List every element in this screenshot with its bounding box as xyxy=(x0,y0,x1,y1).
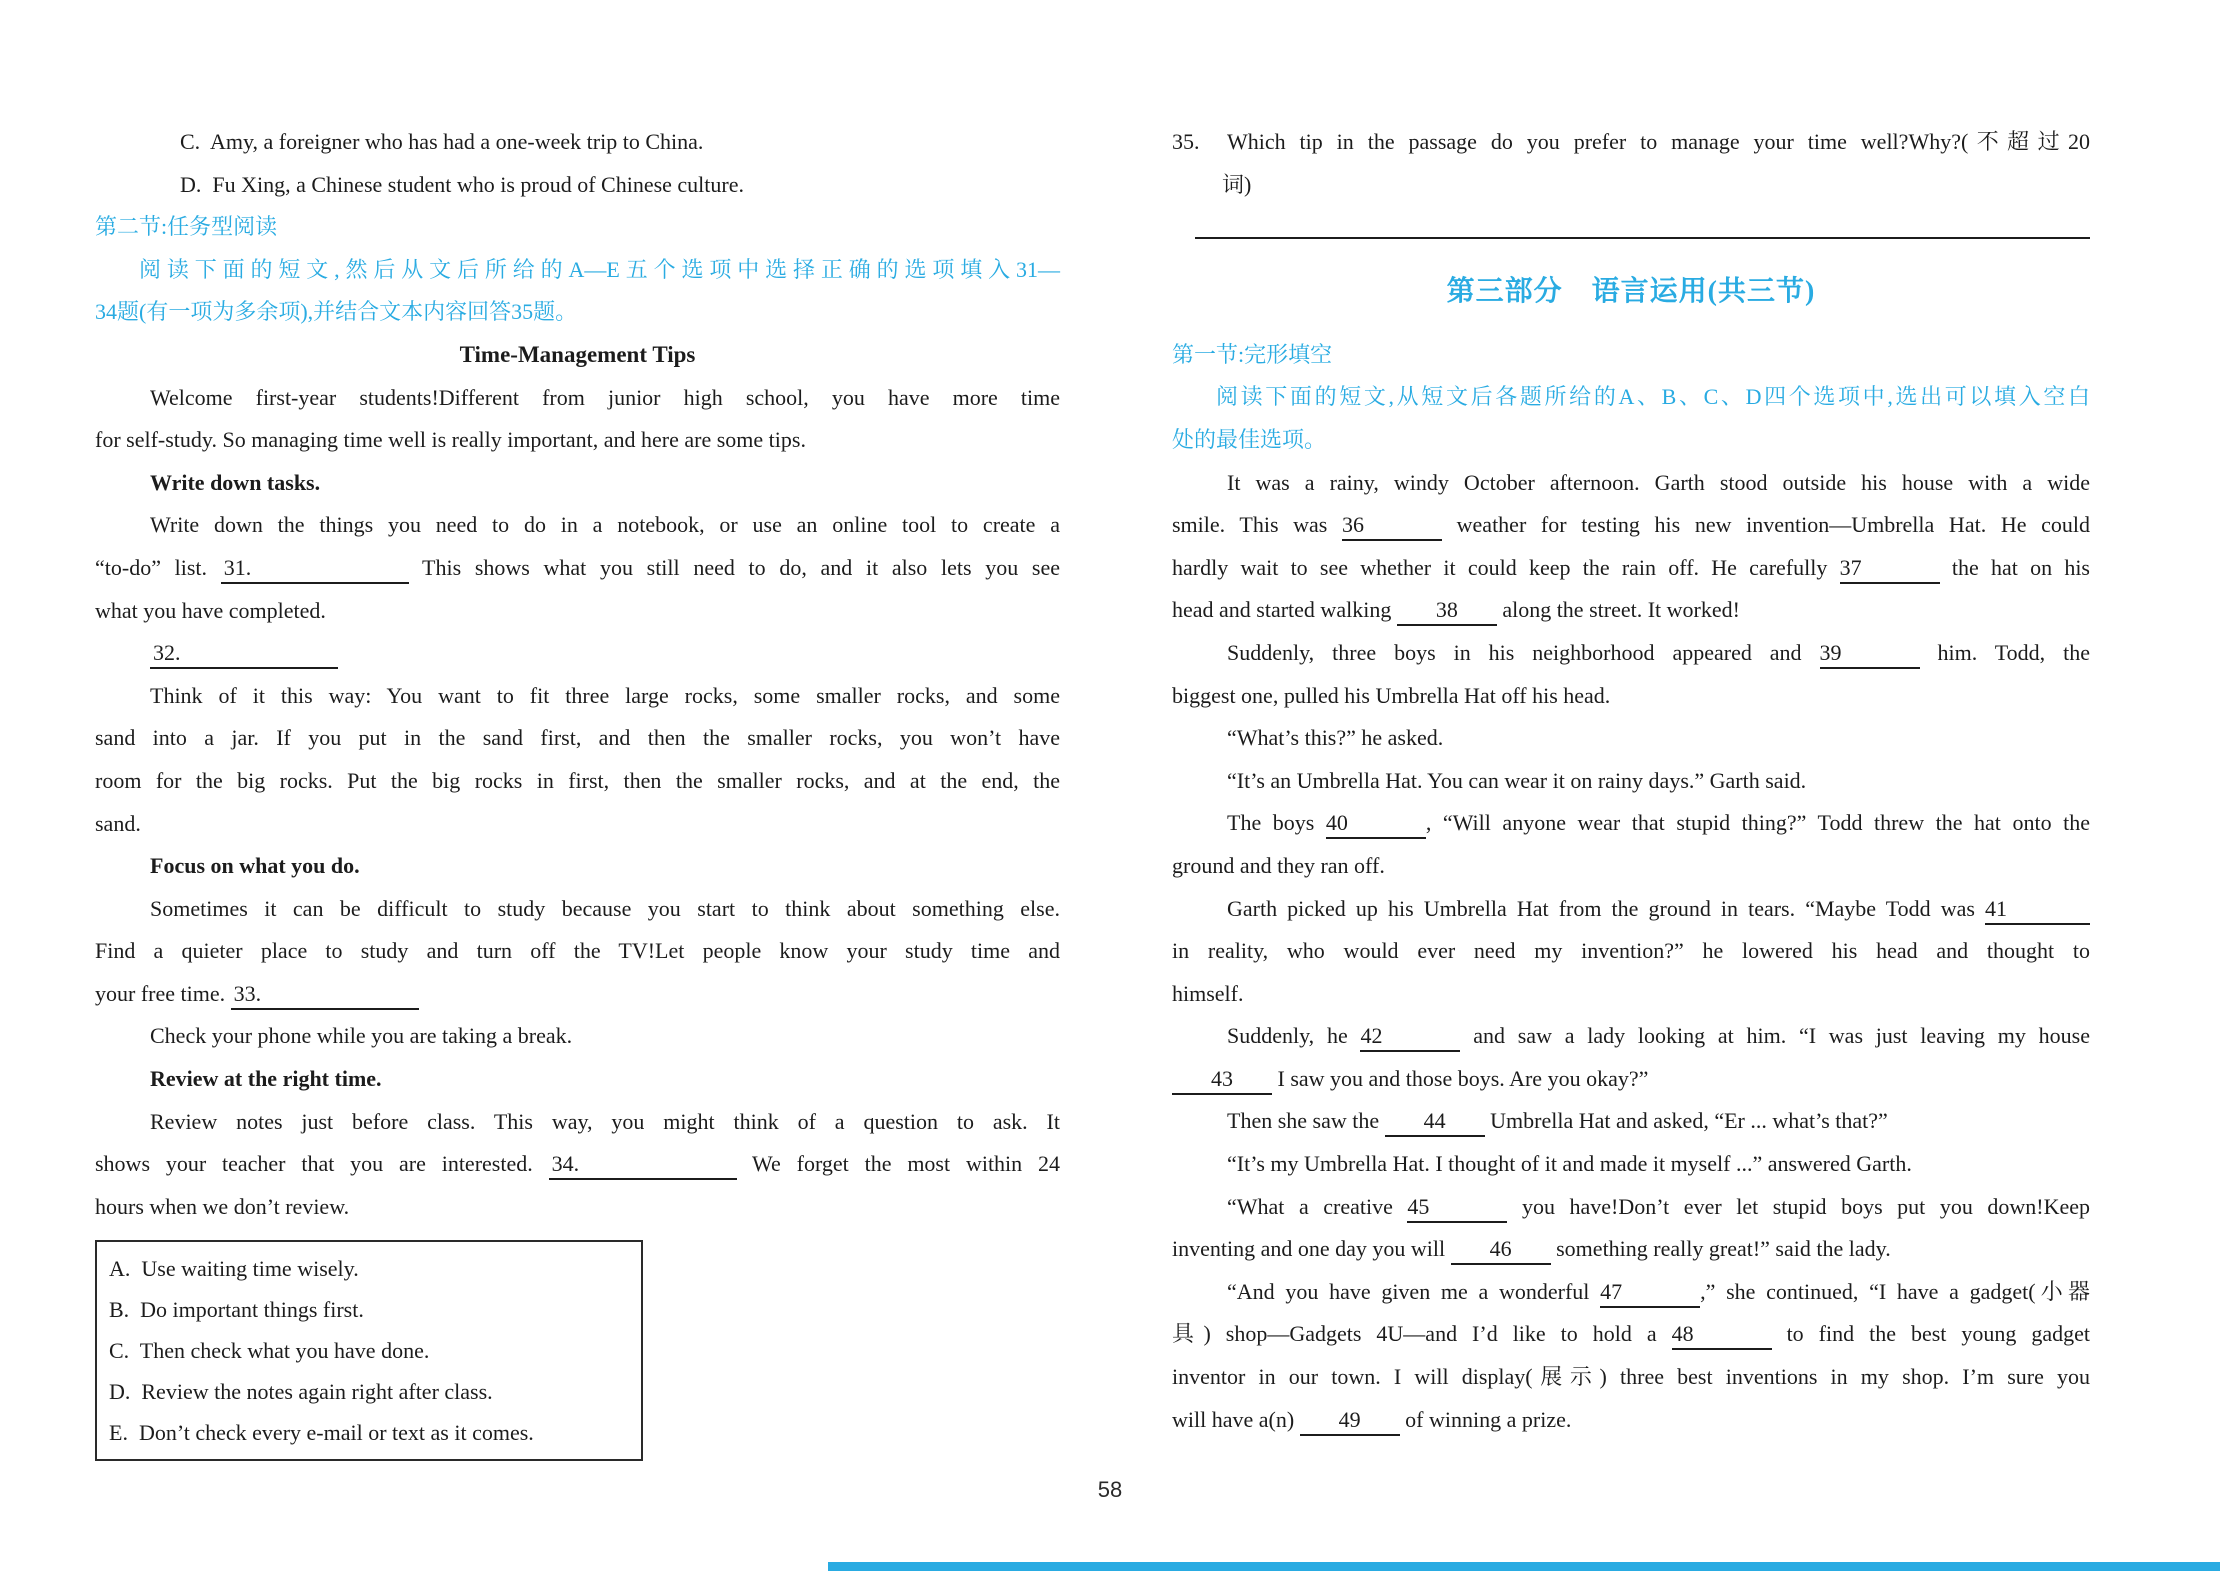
option-c-line: C. Amy, a foreigner who has had a one-week trip to China. xyxy=(180,129,704,154)
cloze-blank-36: 36 xyxy=(1342,512,1442,541)
cloze-line: 43 I saw you and those boys. Are you okay?” xyxy=(1172,1058,2090,1101)
section2-header: 第二节:任务型阅读 xyxy=(95,214,278,240)
cloze-line: “And you have given me a wonderful 47 ,” she continued, “I have a gadget(小器 xyxy=(1172,1271,2090,1314)
right-column xyxy=(1172,121,2090,1441)
box-option-a: A. Use waiting time wisely. xyxy=(109,1256,359,1282)
cloze-line: It was a rainy, windy October afternoon. Garth stood outside his house with a wide xyxy=(1227,469,2090,495)
box-option-c: C. Then check what you have done. xyxy=(109,1338,430,1364)
cloze-blank-31: 31. xyxy=(221,555,409,584)
cloze-line: smile. This was 36 weather for testing his new invention—Umbrella Hat. He could xyxy=(1172,504,2090,547)
passage-line: sand into a jar. If you put in the sand first, and then the smaller rocks, you won’t have xyxy=(95,725,1060,751)
cloze-blank-32: 32. xyxy=(150,640,338,669)
cloze-blank-44: 44 xyxy=(1385,1108,1485,1137)
cloze-blank-34: 34. xyxy=(549,1151,737,1180)
left-column xyxy=(95,121,1060,1461)
cloze-line: Then she saw the 44 Umbrella Hat and asked, “Er ... what’s that?” xyxy=(1172,1100,2090,1143)
cloze-blank-48: 48 xyxy=(1672,1321,1772,1350)
passage-line: for self-study. So managing time well is really important, and here are some tips. xyxy=(95,427,806,453)
box-option-d: D. Review the notes again right after class. xyxy=(109,1379,493,1405)
passage-subheading: Review at the right time. xyxy=(150,1066,382,1092)
cloze-line: himself. xyxy=(1172,980,1244,1006)
cloze-blank-45: 45 xyxy=(1407,1194,1507,1223)
cloze-blank-38: 38 xyxy=(1397,597,1497,626)
cloze-line: inventor in our town. I will display(展示) three best inventions in my shop. I’m sure you xyxy=(1172,1364,2090,1390)
cloze-line: head and started walking 38 along the street. It worked! xyxy=(1172,589,2090,632)
passage-line: shows your teacher that you are interested. 34. We forget the most within 24 xyxy=(95,1143,1060,1186)
passage-line xyxy=(95,632,1060,675)
passage-line: what you have completed. xyxy=(95,597,326,623)
cloze-line: 具) shop—Gadgets 4U—and I’d like to hold a 48 to find the best young gadget xyxy=(1172,1313,2090,1356)
cloze-line: “What’s this?” he asked. xyxy=(1227,725,1444,751)
cloze-blank-41: 41 xyxy=(1985,896,2090,925)
answer-line-35 xyxy=(1172,206,2090,249)
passage-title: Time-Management Tips xyxy=(459,341,696,367)
passage-line: Write down the things you need to do in a notebook, or use an online tool to create a xyxy=(150,512,1060,538)
passage-subheading: Focus on what you do. xyxy=(150,853,360,879)
cloze-line: Suddenly, he 42 and saw a lady looking at him. “I was just leaving my house xyxy=(1172,1015,2090,1058)
footer-accent-bar xyxy=(828,1562,2220,1571)
part3-header: 第三部分 语言运用(共三节) xyxy=(1446,275,1816,307)
cloze-line: The boys 40 , “Will anyone wear that stupid thing?” Todd threw the hat onto the xyxy=(1172,802,2090,845)
cloze-line: “It’s an Umbrella Hat. You can wear it on rainy days.” Garth said. xyxy=(1227,767,1807,793)
passage-line: Find a quieter place to study and turn off the TV!Let people know your study time and xyxy=(95,938,1060,964)
cloze-line: in reality, who would ever need my invention?” he lowered his head and thought to xyxy=(1172,938,2090,964)
question-35-line: 35. Which tip in the passage do you prefer to manage your time well?Why?(不超过20 xyxy=(1172,129,2090,154)
cloze-blank-33: 33. xyxy=(231,981,419,1010)
option-d-line: D. Fu Xing, a Chinese student who is proud of Chinese culture. xyxy=(180,171,744,197)
passage-line: Check your phone while you are taking a break. xyxy=(150,1023,573,1049)
cloze-blank-46: 46 xyxy=(1451,1236,1551,1265)
passage-subheading: Write down tasks. xyxy=(150,469,321,495)
cloze-line: ground and they ran off. xyxy=(1172,852,1385,878)
cloze-line: Garth picked up his Umbrella Hat from the ground in tears. “Maybe Todd was 41 xyxy=(1172,888,2090,931)
section1-instruction-line: 阅读下面的短文,从短文后各题所给的A、B、C、D四个选项中,选出可以填入空白 xyxy=(1216,384,2090,410)
passage-line: “to-do” list. 31. This shows what you still need to do, and it also lets you see xyxy=(95,547,1060,590)
cloze-blank-49: 49 xyxy=(1300,1407,1400,1436)
cloze-line: hardly wait to see whether it could keep the rain off. He carefully 37 the hat on his xyxy=(1172,547,2090,590)
cloze-blank-47: 47 xyxy=(1600,1279,1700,1308)
passage-line: room for the big rocks. Put the big rocks in first, then the smaller rocks, and at the end, the xyxy=(95,767,1060,793)
cloze-line: biggest one, pulled his Umbrella Hat off his head. xyxy=(1172,682,1611,708)
section1-instruction-line: 处的最佳选项。 xyxy=(1172,426,1327,452)
cloze-blank-42: 42 xyxy=(1360,1023,1460,1052)
cloze-line: will have a(n) 49 of winning a prize. xyxy=(1172,1399,2090,1442)
cloze-line: Suddenly, three boys in his neighborhood appeared and 39 him. Todd, the xyxy=(1172,632,2090,675)
section1-header: 第一节:完形填空 xyxy=(1172,341,1333,367)
cloze-blank-37: 37 xyxy=(1840,555,1940,584)
cloze-blank-39: 39 xyxy=(1820,640,1920,669)
options-box xyxy=(95,1240,643,1461)
passage-line: your free time. 33. xyxy=(95,973,1060,1016)
passage-line: sand. xyxy=(95,810,141,836)
question-35-line: 词) xyxy=(1222,171,1252,197)
passage-line: Welcome first-year students!Different from junior high school, you have more time xyxy=(150,384,1060,410)
passage-line: Review notes just before class. This way, you might think of a question to ask. It xyxy=(150,1108,1060,1134)
passage-line: Think of it this way: You want to fit three large rocks, some smaller rocks, and some xyxy=(150,682,1060,708)
passage-line: hours when we don’t review. xyxy=(95,1193,350,1219)
section2-instruction-line: 34题(有一项为多余项),并结合文本内容回答35题。 xyxy=(95,299,578,325)
passage-line: Sometimes it can be difficult to study because you start to think about something else. xyxy=(150,895,1060,921)
cloze-line: “What a creative 45 you have!Don’t ever let stupid boys put you down!Keep xyxy=(1172,1186,2090,1229)
cloze-line: “It’s my Umbrella Hat. I thought of it and made it myself ...” answered Garth. xyxy=(1227,1151,1912,1177)
box-option-e: E. Don’t check every e-mail or text as it comes. xyxy=(109,1420,534,1446)
cloze-blank-40: 40 xyxy=(1326,810,1426,839)
page-number: 58 xyxy=(1097,1477,1123,1502)
box-option-b: B. Do important things first. xyxy=(109,1297,364,1323)
section2-instruction-line: 阅读下面的短文,然后从文后所给的A—E五个选项中选择正确的选项填入31— xyxy=(139,256,1060,282)
cloze-blank-43: 43 xyxy=(1172,1066,1272,1095)
cloze-line: inventing and one day you will 46 something really great!” said the lady. xyxy=(1172,1228,2090,1271)
